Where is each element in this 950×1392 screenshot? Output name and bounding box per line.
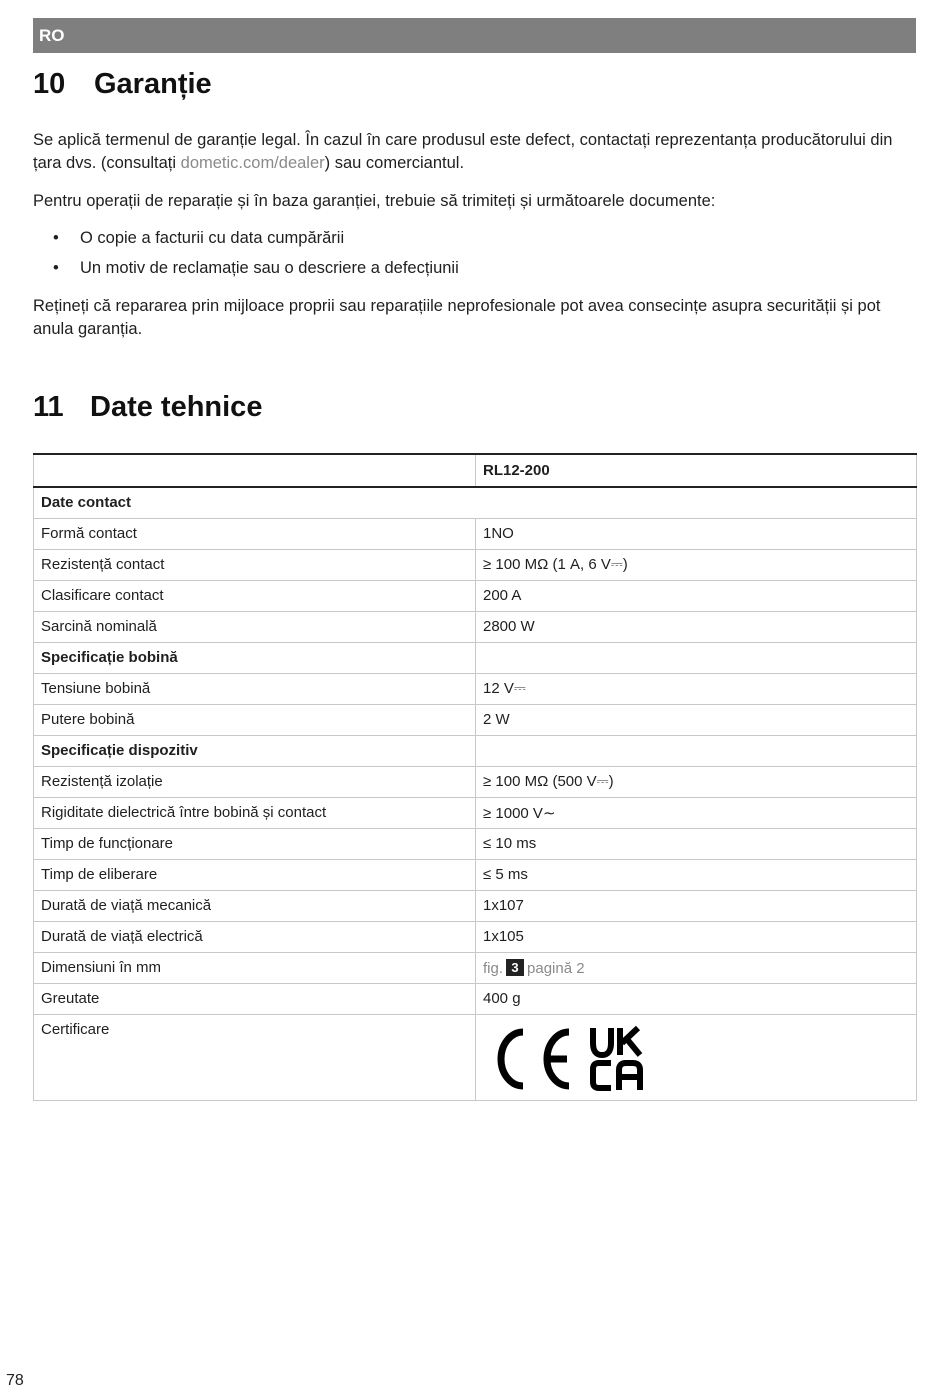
row-label: Durată de viață mecanică: [34, 890, 476, 921]
section-row-coil: [34, 642, 917, 673]
table-row: [34, 518, 917, 549]
row-label: Greutate: [34, 983, 476, 1014]
table-row: [34, 766, 917, 797]
warranty-paragraph-2: Pentru operații de reparație și în baza garanției, trebuie să trimiteți și următoarele documente:: [33, 192, 716, 210]
paragraph-text: Se aplică termenul de garanție legal. În cazul în care produsul este defect, contactați reprezentanța producătorului din țara dvs. (consultați: [33, 131, 893, 172]
figure-reference[interactable]: [476, 952, 917, 983]
row-value: ≤ 5 ms: [476, 859, 917, 890]
table-row: [34, 1014, 917, 1100]
empty-cell: [476, 735, 917, 766]
table-header-row: [34, 454, 917, 487]
list-item: • O copie a facturii cu data cumpărării: [33, 227, 913, 257]
warranty-paragraph-1: [33, 129, 918, 175]
row-value: ≥ 1000 V∼: [476, 797, 917, 828]
table-row: [34, 611, 917, 642]
table-row: [34, 549, 917, 580]
row-label: Rigiditate dielectrică între bobină și contact: [34, 797, 476, 828]
row-value: ≥ 100 MΩ (500 V⎓): [476, 766, 917, 797]
row-label: Rezistență izolație: [34, 766, 476, 797]
section-row-contact: [34, 487, 917, 518]
table-row: [34, 952, 917, 983]
fig-suffix: pagină 2: [527, 959, 585, 977]
row-label: Dimensiuni în mm: [34, 952, 476, 983]
table-row: [34, 983, 917, 1014]
list-item: • Un motiv de reclamație sau o descriere a defecțiunii: [33, 257, 913, 287]
table-row: [34, 921, 917, 952]
row-label: Certificare: [34, 1014, 476, 1100]
section-title-text: Date tehnice: [90, 391, 263, 423]
fig-prefix: fig.: [483, 959, 504, 977]
language-tag: RO: [33, 18, 916, 53]
row-value: 1NO: [476, 518, 917, 549]
section-label: Specificație dispozitiv: [34, 735, 476, 766]
dealer-link[interactable]: dometic.com/dealer: [180, 154, 325, 172]
section-label: Specificație bobină: [34, 642, 476, 673]
row-value: 2 W: [476, 704, 917, 735]
table-row: [34, 828, 917, 859]
ce-mark-icon: [501, 1032, 569, 1086]
row-label: Putere bobină: [34, 704, 476, 735]
table-row: [34, 580, 917, 611]
row-label: Tensiune bobină: [34, 673, 476, 704]
page-number: 78: [6, 1372, 24, 1389]
row-label: Timp de funcționare: [34, 828, 476, 859]
table-row: [34, 859, 917, 890]
table-row: [34, 890, 917, 921]
section-number: 11: [33, 391, 64, 423]
row-label: Timp de eliberare: [34, 859, 476, 890]
row-value: 400 g: [476, 983, 917, 1014]
ce-ukca-marks-icon: [483, 1021, 658, 1091]
paragraph-text: ) sau comerciantul.: [324, 154, 465, 172]
row-label: Clasificare contact: [34, 580, 476, 611]
row-value: ≥ 100 MΩ (1 A, 6 V⎓): [476, 549, 917, 580]
documents-list: [33, 227, 913, 287]
technical-data-table: [33, 453, 917, 1101]
section-title-warranty: [33, 68, 212, 101]
table-row: [34, 704, 917, 735]
model-header: RL12-200: [476, 454, 917, 487]
header-empty-cell: [34, 454, 476, 487]
table-row: [34, 673, 917, 704]
row-value: 2800 W: [476, 611, 917, 642]
table-row: [34, 797, 917, 828]
section-title-technical: [33, 391, 262, 424]
section-number: 10: [33, 68, 66, 100]
row-label: Durată de viață electrică: [34, 921, 476, 952]
certification-marks: [476, 1014, 917, 1100]
row-label: Formă contact: [34, 518, 476, 549]
row-value: ≤ 10 ms: [476, 828, 917, 859]
section-row-device: [34, 735, 917, 766]
row-label: Rezistență contact: [34, 549, 476, 580]
row-value: 1x107: [476, 890, 917, 921]
row-value: 200 A: [476, 580, 917, 611]
empty-cell: [476, 642, 917, 673]
row-value: 1x105: [476, 921, 917, 952]
figure-number-badge: 3: [506, 959, 524, 976]
row-value: 12 V⎓: [476, 673, 917, 704]
ukca-mark-icon: [593, 1028, 640, 1090]
section-label: Date contact: [34, 487, 917, 518]
row-label: Sarcină nominală: [34, 611, 476, 642]
section-title-text: Garanție: [94, 68, 212, 100]
warranty-paragraph-3: Rețineți că repararea prin mijloace proprii sau reparațiile neprofesionale pot avea consecințe asupra securității și pot anula garanția.: [33, 297, 881, 338]
